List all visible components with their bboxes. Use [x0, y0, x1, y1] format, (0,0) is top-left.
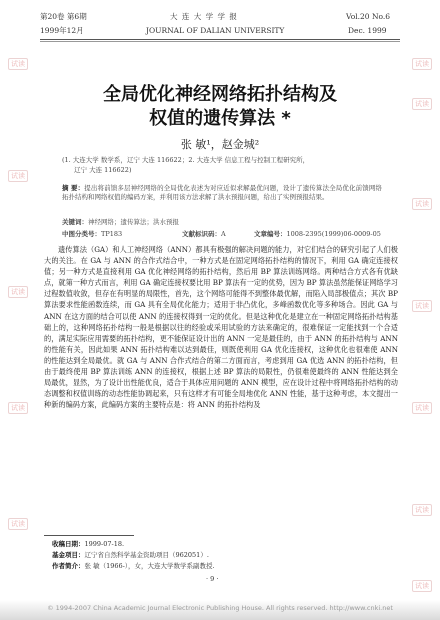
- author-bio-text: 张 敏（1966-），女，大连大学数学系副教授.: [84, 562, 215, 570]
- body-paragraph: 遗传算法（GA）和人工神经网络（ANN）都具有极强的解决问题的能力，对它们结合的研究引起了人们极大的关注。在 GA 与 ANN 的合作式结合中，一种方式是在固定网络拓扑结构的情况下，利用 GA 确定连接权值；另一种方式是直接利用 GA 优化神经网络的拓扑结构，然后用 BP 算法训练网络。两种结合方式各有优缺点，就第一种方式而言，利用 GA 确定连接权要比用 BP 算法有一定的优势，因为 BP 算法虽然能保证网络学习过程数值收敛，但存在有明显的局限性，首先，这个网络可能得不到整体最优解，而陷入局部极值点；其次 BP 算法要求性能函数连续，而 GA 具有全局优化能力；适用于非凸优化，多峰函数优化等多种场合。因此 GA 与 ANN 在这方面的结合可以使 ANN 的连接权得到一定的优化。但是这种优化是建立在一种固定网络拓扑结构基础上的，这种网络拓扑结构一般是根据以往的经验或采用试验的方法来确定的，很难保证一定能找到一个合适的，满足实际应用需要的拓扑结构，更不能保证设计出的 ANN 一定是最佳的，由于 ANN 的拓扑结构与 ANN 的性能有关，因此如果 ANN 拓扑结构难以达到最佳，则既使利用 GA 优化连接权，这种优化也很难使 ANN 的性能达到全局最优。就 GA 与 ANN 合作式结合的第二方面而言，考虑到用 GA 优选 ANN 的拓扑结构，但由于最终使用 BP 算法训练 ANN 的连接权，根据上述 BP 算法的局限性，仍很难使最终的 ANN 性能达到全局最优，显然，为了设计出性能优良，适合于具体应用问题的 ANN 模型，应在设计过程中将网络拓扑结构的动态调整和权值训练的动态性能协调起来，只有这样才有可能全局地优化 ANN 性能，基于这种考虑，本文提出一种新的编码方案，此编码方案的主要特点是：将 ANN 的拓扑结构及: [44, 245, 398, 410]
- document-code-line: [182, 230, 226, 239]
- footnote-author: [52, 562, 215, 571]
- affiliation-line1: (1. 大连大学 数学系，辽宁 大连 116622；2. 大连大学 信息工程与控制工程研究所，: [62, 156, 310, 164]
- watermark-stamp: 试读: [412, 580, 432, 592]
- watermark-stamp: 试读: [412, 300, 432, 312]
- article-id-line: [254, 230, 381, 239]
- doc-code-value: A: [221, 230, 226, 238]
- received-date: 1999-07-18.: [84, 540, 125, 548]
- footnote-fund: [52, 551, 209, 560]
- keywords-label: 关键词：: [62, 218, 88, 226]
- watermark-stamp: 试读: [8, 58, 28, 70]
- watermark-stamp: 试读: [412, 198, 432, 210]
- keywords-text: 神经网络；遗传算法；洪水预报: [88, 218, 179, 226]
- paper-title-line2: 权值的遗传算法 *: [149, 108, 291, 129]
- affiliation-line2: 辽宁 大连 116622): [74, 166, 132, 174]
- fund-label: 基金项目：: [52, 551, 85, 559]
- footer-copyright: © 1994-2007 China Academic Journal Electronic Publishing House. All rights reserved. http://www.cnki.net: [47, 604, 393, 612]
- header-journal-en: JOURNAL OF DALIAN UNIVERSITY: [146, 26, 285, 35]
- fund-text: 辽宁省自然科学基金资助项目（962051）.: [84, 551, 209, 559]
- header-date-en: Dec. 1999: [348, 26, 387, 35]
- header-date-cn: 1999年12月: [40, 26, 84, 35]
- clc-label: 中图分类号：: [62, 230, 101, 238]
- watermark-stamp: 试读: [412, 504, 432, 516]
- abstract: [62, 184, 382, 202]
- clc-value: TP183: [101, 230, 123, 238]
- watermark-stamp: 试读: [412, 402, 432, 414]
- footnote-received: [52, 540, 124, 549]
- header-rule: [40, 39, 400, 40]
- watermark-stamp: 试读: [8, 170, 28, 182]
- received-label: 收稿日期：: [52, 540, 85, 548]
- article-id-value: 1008-2395(1999)06-0009-05: [286, 230, 381, 238]
- article-id-label: 文章编号：: [254, 230, 287, 238]
- abstract-text: 提出将前馈多层神经网络的全局优化表述为对应近似求解最优问题，设计了遗传算法全局优化前馈网络拓扑结构和网络权值的编码方案，并利用该方法求解了洪水预报问题，给出了实例预报结果。: [62, 184, 383, 201]
- paper-title-line1: 全局优化神经网络拓扑结构及: [103, 84, 337, 105]
- keywords: [62, 218, 179, 227]
- author-bio-label: 作者简介：: [52, 562, 85, 570]
- footnote-rule: [44, 535, 134, 536]
- watermark-stamp: 试读: [412, 58, 432, 70]
- header-journal-cn: 大 连 大 学 学 报: [170, 12, 238, 21]
- watermark-stamp: 试读: [8, 402, 28, 414]
- page-number: · 9 ·: [206, 575, 219, 583]
- header-volume-en: Vol.20 No.6: [346, 12, 391, 21]
- paper-authors: 张 敏¹，赵金城²: [180, 138, 260, 151]
- watermark-stamp: 试读: [412, 98, 432, 110]
- watermark-stamp: 试读: [8, 286, 28, 298]
- header-rule-thin: [40, 41, 400, 42]
- classification-line: [62, 230, 122, 239]
- doc-code-label: 文献标识码：: [182, 230, 221, 238]
- abstract-label: 摘 要：: [62, 184, 85, 192]
- watermark-stamp: 试读: [8, 518, 28, 530]
- header-volume-cn: 第20卷 第6期: [40, 12, 87, 21]
